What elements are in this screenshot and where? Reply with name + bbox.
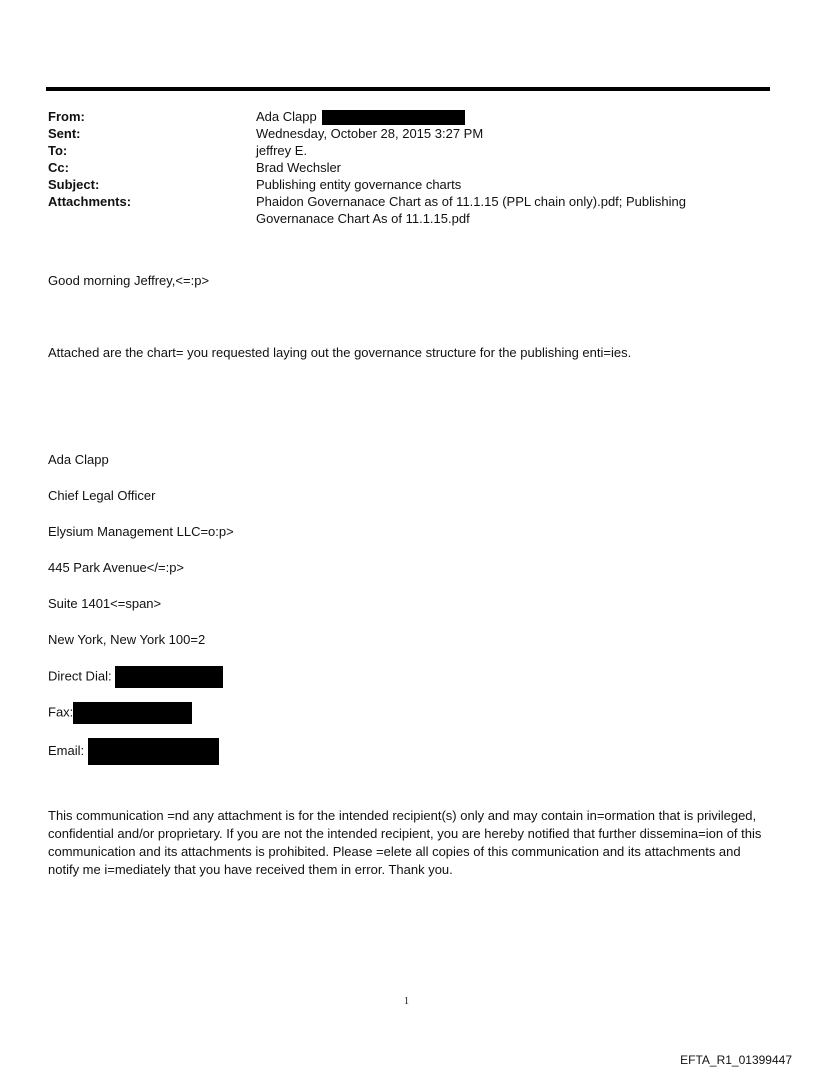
attachments-label: Attachments: bbox=[48, 194, 132, 210]
email-line bbox=[48, 738, 219, 765]
from-label: From: bbox=[48, 109, 85, 124]
sent-row bbox=[48, 125, 748, 142]
sent-label: Sent: bbox=[48, 126, 81, 142]
cc-value: Brad Wechsler bbox=[256, 160, 342, 176]
subject-label: Subject: bbox=[48, 177, 100, 193]
direct-dial-line bbox=[48, 666, 223, 688]
email-header bbox=[48, 108, 748, 227]
email-label: Email: bbox=[48, 742, 85, 758]
to-row bbox=[48, 142, 748, 159]
fax-label: Fax: bbox=[48, 704, 74, 720]
direct-dial-label: Direct Dial: bbox=[48, 668, 112, 684]
signature-company: Elysium Management LLC=o:p> bbox=[48, 524, 234, 539]
subject-row bbox=[48, 176, 748, 193]
confidentiality-disclaimer: This communication =nd any attachment is for the intended recipient(s) only and may contain in=ormation that is privileged, confidential and/or proprietary. If you are not the intended recipient, you are hereby notified that further dissemina=ion of this communication and its attachments is prohibited. Please =elete all copies of this communication and its attachments and notify me i=mediately that you have received them in error. Thank you. bbox=[48, 808, 762, 877]
cc-label: Cc: bbox=[48, 160, 69, 176]
to-label: To: bbox=[48, 143, 68, 159]
message-text: Attached are the chart= you requested laying out the governance structure for the publishing enti=ies. bbox=[48, 345, 632, 360]
attachment-line-2: Governanace Chart As of 11.1.15.pdf bbox=[256, 211, 470, 227]
redaction-box bbox=[88, 738, 219, 765]
redaction-box bbox=[322, 110, 465, 125]
cc-row bbox=[48, 159, 748, 176]
from-row bbox=[48, 108, 748, 125]
attachment-line-1: Phaidon Governanace Chart as of 11.1.15 (PPL chain only).pdf; Publishing bbox=[256, 194, 686, 210]
sent-value: Wednesday, October 28, 2015 3:27 PM bbox=[256, 126, 484, 142]
bates-number: EFTA_R1_01399447 bbox=[680, 1053, 792, 1067]
signature-name: Ada Clapp bbox=[48, 452, 109, 467]
header-rule bbox=[46, 87, 770, 91]
signature-title: Chief Legal Officer bbox=[48, 488, 156, 503]
redaction-box bbox=[73, 702, 192, 724]
greeting: Good morning Jeffrey,<=:p> bbox=[48, 273, 210, 288]
subject-value: Publishing entity governance charts bbox=[256, 177, 462, 193]
redaction-box bbox=[115, 666, 223, 688]
attachments-row bbox=[48, 193, 748, 227]
page-number: 1 bbox=[404, 996, 409, 1007]
signature-city: New York, New York 100=2 bbox=[48, 632, 206, 647]
fax-line bbox=[48, 702, 192, 724]
signature-address-2: Suite 1401<=span> bbox=[48, 596, 162, 611]
from-value: Ada Clapp bbox=[256, 109, 317, 124]
to-value: jeffrey E. bbox=[256, 143, 308, 159]
signature-address-1: 445 Park Avenue</=:p> bbox=[48, 560, 185, 575]
